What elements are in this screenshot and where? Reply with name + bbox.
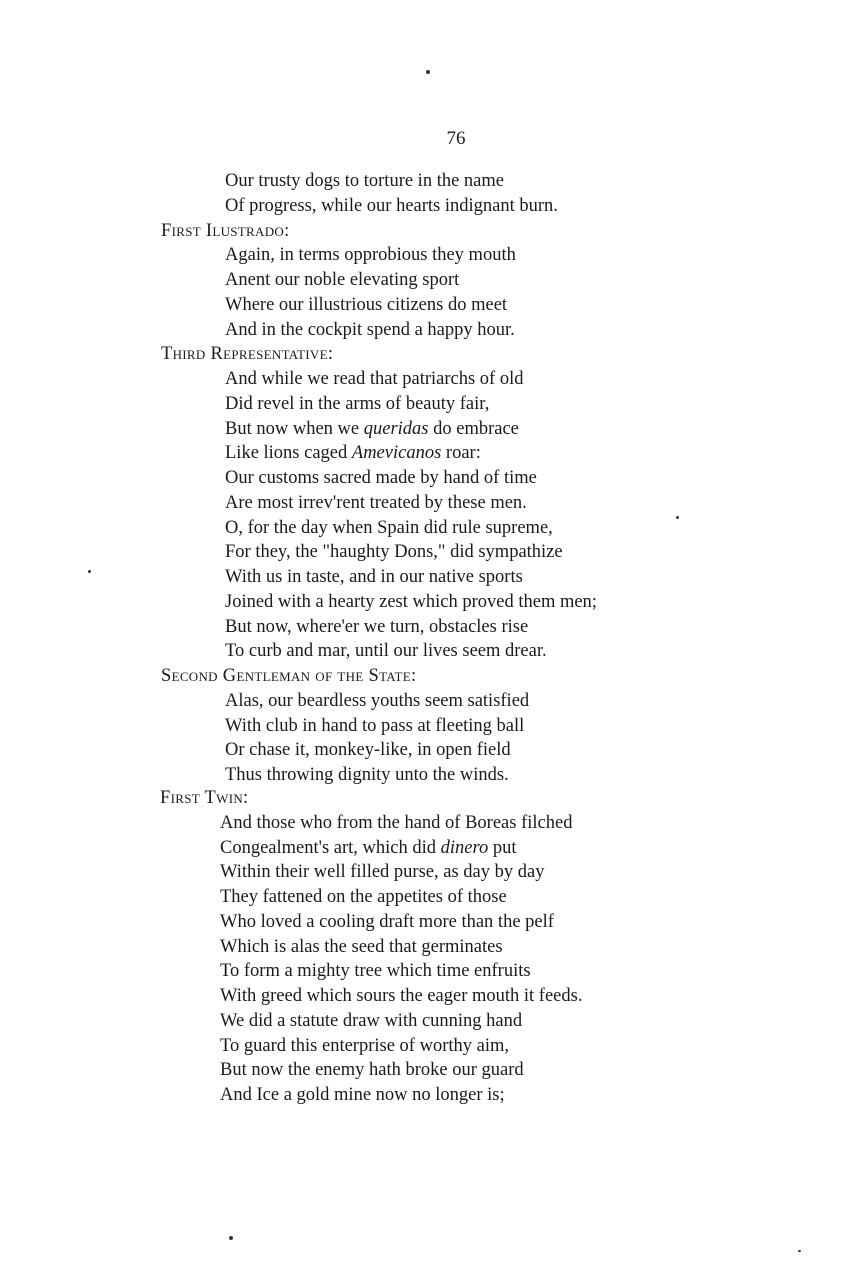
verse-line: Our trusty dogs to torture in the name <box>225 171 504 191</box>
verse-line-with-italic <box>161 441 597 466</box>
verse-line: Our customs sacred made by hand of time <box>225 468 537 488</box>
speaker-first-twin: First Twin: <box>160 788 249 808</box>
verse-line: To guard this enterprise of worthy aim, <box>220 1035 509 1056</box>
verse-text: But now when we <box>225 418 364 439</box>
verse-line: O, for the day when Spain did rule supreme, <box>225 517 553 538</box>
verse-line-with-italic <box>161 417 597 442</box>
verse-line: To form a mighty tree which time enfruits <box>220 961 531 982</box>
verse-line: Joined with a hearty zest which proved them men; <box>225 591 597 612</box>
scan-speck <box>676 516 679 519</box>
verse-line: We did a statute draw with cunning hand <box>220 1010 523 1031</box>
verse-line: And Ice a gold mine now no longer is; <box>220 1085 505 1105</box>
verse-line: Within their well filled purse, as day by day <box>220 862 545 883</box>
verse-line: Who loved a cooling draft more than the pelf <box>220 911 554 932</box>
verse-line: Thus throwing dignity unto the winds. <box>225 765 509 785</box>
verse-line: They fattened on the appetites of those <box>220 887 507 907</box>
verse-line: To curb and mar, until our lives seem drear. <box>225 641 547 662</box>
verse-line: With club in hand to pass at fleeting ball <box>225 715 525 736</box>
verse-text: put <box>488 837 517 858</box>
verse-line: And in the cockpit spend a happy hour. <box>225 319 515 340</box>
verse-text: Like lions caged <box>225 443 352 464</box>
scan-speck <box>229 1236 233 1240</box>
verse-line: Where our illustrious citizens do meet <box>225 294 508 315</box>
scan-speck <box>798 1250 801 1252</box>
verse-line: Which is alas the seed that germinates <box>220 936 503 957</box>
italic-word-dinero: dinero <box>440 837 489 858</box>
scan-speck <box>88 570 91 573</box>
page-number: 76 <box>446 128 466 149</box>
verse-text: roar: <box>441 443 481 464</box>
verse-line: With us in taste, and in our native sports <box>225 567 523 587</box>
italic-word-queridas: queridas <box>363 418 429 439</box>
verse-text: do embrace <box>428 418 519 439</box>
verse-line: Of progress, while our hearts indignant burn. <box>225 195 558 216</box>
verse-text: Congealment's art, which did <box>220 837 441 858</box>
verse-line: With greed which sours the eager mouth it feeds. <box>220 986 583 1006</box>
verse-line: And those who from the hand of Boreas filched <box>220 812 573 833</box>
verse-line: Are most irrev'rent treated by these men. <box>225 492 527 513</box>
verse-line: Again, in terms opprobious they mouth <box>225 245 516 266</box>
verse-line-with-italic <box>160 836 582 861</box>
verse-line: And while we read that patriarchs of old <box>225 369 524 389</box>
speaker-third-representative: Third Representative: <box>161 344 334 365</box>
verse-line: Did revel in the arms of beauty fair, <box>225 393 490 414</box>
verse-line: For they, the "haughty Dons," did sympathize <box>225 542 563 563</box>
verse-line: Alas, our beardless youths seem satisfied <box>225 690 530 711</box>
verse-line: Anent our noble elevating sport <box>225 270 460 290</box>
verse-block-upper <box>161 169 597 788</box>
speaker-first-ilustrado: First Ilustrado: <box>161 220 290 241</box>
verse-line: Or chase it, monkey-like, in open field <box>225 740 511 761</box>
speaker-second-gentleman: Second Gentleman of the State: <box>161 666 417 686</box>
scan-speck <box>426 70 430 74</box>
verse-block-lower <box>160 786 582 1108</box>
verse-line: But now, where'er we turn, obstacles rise <box>225 616 529 637</box>
verse-line: But now the enemy hath broke our guard <box>220 1060 524 1081</box>
italic-word-amevicanos: Amevicanos <box>351 443 442 464</box>
